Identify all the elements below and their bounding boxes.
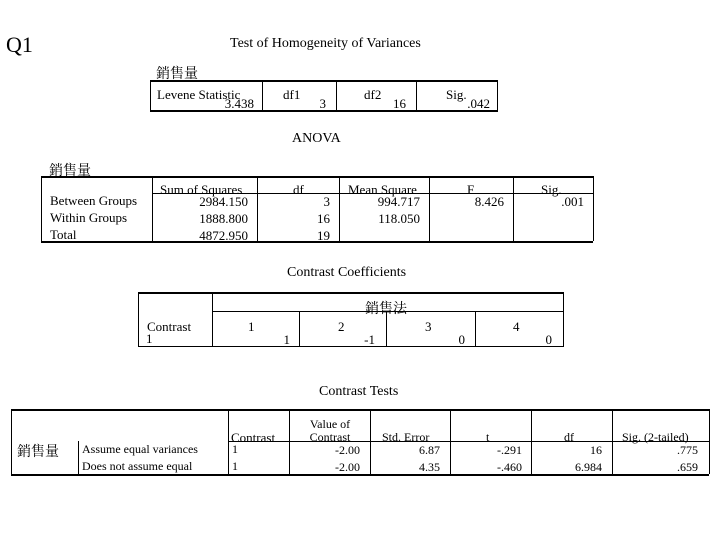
tests-cell-value: -2.00 bbox=[335, 460, 360, 474]
coefficients-title: Contrast Coefficients bbox=[287, 265, 407, 280]
anova-cell-ss: 2984.150 bbox=[199, 194, 248, 209]
coefficients-value: 0 bbox=[545, 332, 552, 347]
tests-cell-df: 16 bbox=[590, 443, 602, 457]
tests-cell-se: 6.87 bbox=[419, 443, 440, 457]
tests-cell-df: 6.984 bbox=[575, 460, 602, 474]
coefficients-group-header: 銷售法 bbox=[365, 302, 407, 317]
coefficients-value: 0 bbox=[458, 332, 465, 347]
homogeneity-value-levene: 3.438 bbox=[224, 96, 254, 111]
tests-cell-sig: .775 bbox=[677, 443, 698, 457]
coefficients-level: 2 bbox=[338, 319, 345, 334]
coefficients-level: 1 bbox=[248, 319, 255, 334]
anova-row-label: Between Groups bbox=[50, 193, 138, 208]
coefficients-value: -1 bbox=[364, 332, 375, 347]
homogeneity-header-df1: df1 bbox=[283, 87, 301, 102]
tests-header-t: t bbox=[486, 430, 490, 444]
tests-cell-contrast: 1 bbox=[232, 459, 238, 473]
anova-cell-f: 8.426 bbox=[474, 194, 504, 209]
anova-header-sig: Sig. bbox=[541, 182, 562, 197]
tests-header-sig: Sig. (2-tailed) bbox=[622, 430, 689, 444]
anova-header-df: df bbox=[293, 182, 304, 197]
tests-row-label: Assume equal variances bbox=[82, 442, 198, 456]
homogeneity-title: Test of Homogeneity of Variances bbox=[230, 36, 421, 51]
anova-cell-df: 16 bbox=[317, 211, 330, 226]
coefficients-contrast-number: 1 bbox=[146, 331, 153, 346]
tests-header-se: Std. Error bbox=[382, 430, 430, 444]
anova-row-label: Total bbox=[50, 227, 77, 242]
tests-cell-t: -.291 bbox=[497, 443, 522, 457]
anova-row-label: Within Groups bbox=[50, 210, 128, 225]
anova-cell-df: 3 bbox=[323, 194, 330, 209]
tests-dependent: 銷售量 bbox=[17, 445, 59, 460]
anova-cell-sig: .001 bbox=[561, 194, 584, 209]
homogeneity-dependent: 銷售量 bbox=[156, 67, 198, 82]
tests-cell-value: -2.00 bbox=[335, 443, 360, 457]
homogeneity-value-df1: 3 bbox=[319, 96, 326, 111]
tests-header-contrast: Contrast bbox=[231, 430, 276, 445]
anova-cell-ms: 994.717 bbox=[377, 194, 420, 209]
tests-header-df: df bbox=[564, 430, 574, 444]
homogeneity-value-sig: .042 bbox=[467, 96, 490, 111]
anova-dependent: 銷售量 bbox=[49, 164, 91, 179]
anova-header-f: F bbox=[467, 182, 475, 197]
coefficients-level: 3 bbox=[425, 319, 432, 334]
homogeneity-header-df2: df2 bbox=[364, 87, 382, 102]
anova-cell-ms: 118.050 bbox=[378, 211, 420, 226]
anova-cell-ss: 4872.950 bbox=[199, 228, 248, 243]
anova-title: ANOVA bbox=[292, 131, 341, 146]
tests-title: Contrast Tests bbox=[319, 384, 399, 399]
tests-cell-t: -.460 bbox=[497, 460, 522, 474]
slide-label: Q1 bbox=[6, 32, 33, 57]
anova-header-ms: Mean Square bbox=[348, 182, 417, 197]
tests-cell-se: 4.35 bbox=[419, 460, 440, 474]
coefficients-row-header: Contrast bbox=[147, 319, 192, 334]
homogeneity-header-sig: Sig. bbox=[446, 87, 467, 102]
homogeneity-header-levene: Levene Statistic bbox=[157, 87, 241, 102]
anova-cell-ss: 1888.800 bbox=[199, 211, 248, 226]
tests-header-value: Value of Contrast bbox=[309, 417, 351, 444]
coefficients-value: 1 bbox=[283, 332, 290, 347]
tests-cell-contrast: 1 bbox=[232, 442, 238, 456]
anova-cell-df: 19 bbox=[317, 228, 330, 243]
anova-header-ss: Sum of Squares bbox=[160, 182, 243, 197]
tests-row-label: Does not assume equal bbox=[82, 459, 193, 473]
coefficients-level: 4 bbox=[513, 319, 520, 334]
homogeneity-value-df2: 16 bbox=[393, 96, 406, 111]
tests-cell-sig: .659 bbox=[677, 460, 698, 474]
